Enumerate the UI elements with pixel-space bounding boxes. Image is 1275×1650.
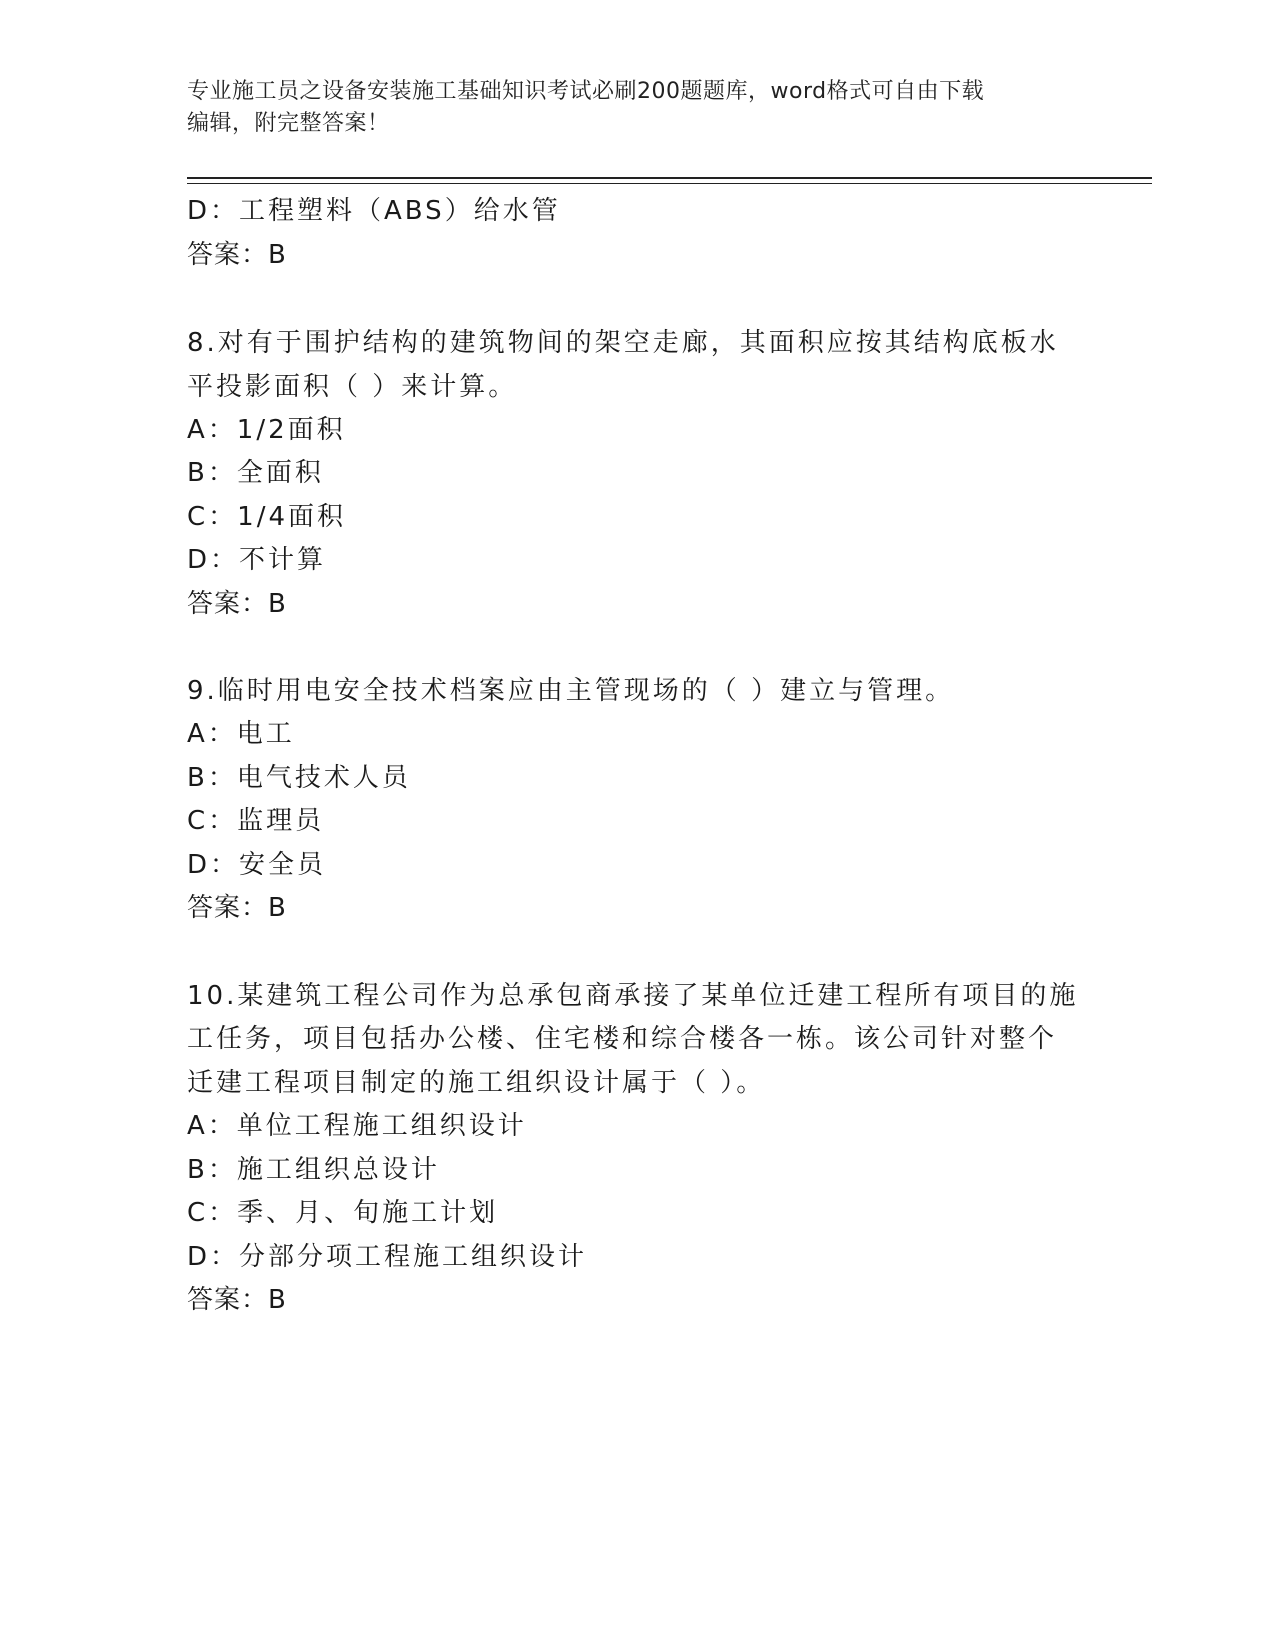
header-line-1: 专业施工员之设备安装施工基础知识考试必刷200题题库，word格式可自由下载 bbox=[187, 79, 985, 104]
q9-stem-line-1: 9.临时用电安全技术档案应由主管现场的（ ）建立与管理。 bbox=[187, 676, 955, 706]
q8-option-c: C：1/4面积 bbox=[187, 502, 346, 532]
header-divider-thin bbox=[187, 183, 1152, 184]
header-divider-thick bbox=[187, 177, 1152, 179]
q10-option-a: A：单位工程施工组织设计 bbox=[187, 1111, 527, 1141]
q9-option-a: A：电工 bbox=[187, 719, 295, 749]
q10-option-c: C：季、月、旬施工计划 bbox=[187, 1198, 499, 1228]
q10-stem-line-3: 迁建工程项目制定的施工组织设计属于（ ）。 bbox=[187, 1068, 766, 1098]
q9-option-c: C：监理员 bbox=[187, 806, 325, 836]
q10-stem-line-2: 工任务，项目包括办公楼、住宅楼和综合楼各一栋。该公司针对整个 bbox=[187, 1024, 1058, 1054]
q7-answer: 答案：B bbox=[187, 240, 287, 270]
header-line-2: 编辑，附完整答案！ bbox=[187, 111, 390, 136]
q10-answer: 答案：B bbox=[187, 1285, 287, 1315]
q8-stem-line-2: 平投影面积（ ）来计算。 bbox=[187, 372, 518, 402]
q8-stem-line-1: 8.对有于围护结构的建筑物间的架空走廊，其面积应按其结构底板水 bbox=[187, 328, 1059, 358]
q9-answer: 答案：B bbox=[187, 893, 287, 923]
q8-option-d: D：不计算 bbox=[187, 545, 327, 575]
q8-option-a: A：1/2面积 bbox=[187, 415, 346, 445]
q10-option-d: D：分部分项工程施工组织设计 bbox=[187, 1242, 588, 1272]
q9-option-d: D：安全员 bbox=[187, 850, 327, 880]
q7-option-d: D：工程塑料（ABS）给水管 bbox=[187, 196, 561, 226]
document-header bbox=[187, 76, 1087, 140]
q9-option-b: B：电气技术人员 bbox=[187, 763, 411, 793]
q10-stem-line-1: 10.某建筑工程公司作为总承包商承接了某单位迁建工程所有项目的施 bbox=[187, 981, 1079, 1011]
q10-option-b: B：施工组织总设计 bbox=[187, 1155, 440, 1185]
q8-answer: 答案：B bbox=[187, 589, 287, 619]
q8-option-b: B：全面积 bbox=[187, 458, 324, 488]
